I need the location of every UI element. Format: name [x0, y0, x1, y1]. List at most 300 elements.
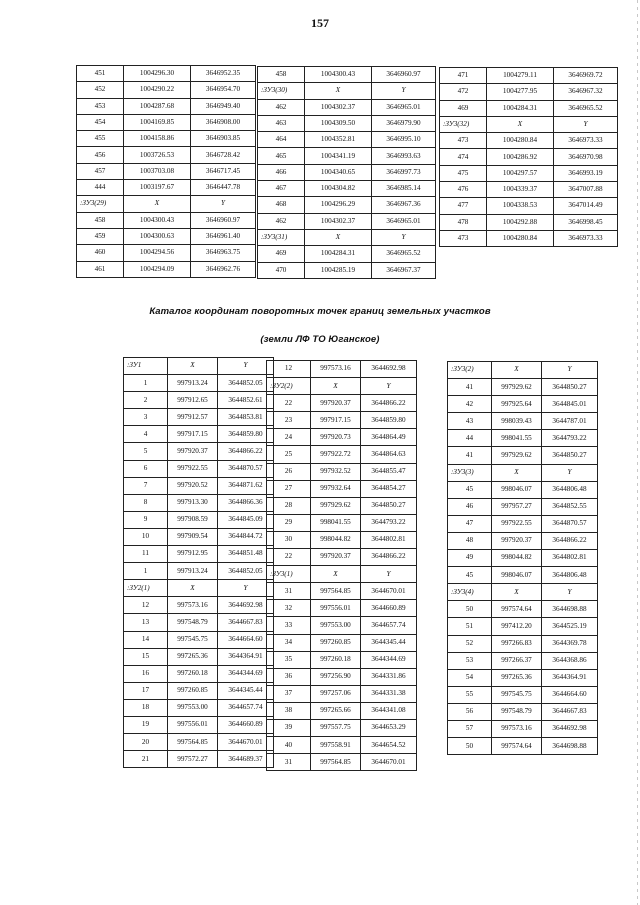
table-row: [448, 720, 598, 737]
point-number: 10: [124, 528, 168, 545]
table-row: [440, 182, 618, 198]
y-coordinate: 3646965.01: [372, 213, 436, 229]
table-row: [124, 375, 274, 392]
table-row: [267, 634, 417, 651]
x-coordinate: 997920.37: [311, 395, 361, 412]
x-coordinate: 1004352.81: [305, 132, 372, 148]
section-name: :ЗУ3(1): [267, 566, 311, 583]
x-header: X: [124, 196, 191, 212]
table-row: [440, 133, 618, 149]
y-coordinate: 3644525.19: [542, 618, 598, 635]
table-row: [448, 481, 598, 498]
x-coordinate: 997574.64: [492, 601, 542, 618]
point-number: 56: [448, 703, 492, 720]
y-coordinate: 3644667.83: [542, 703, 598, 720]
point-number: 11: [124, 546, 168, 563]
point-number: 47: [448, 515, 492, 532]
coordinates-table-bottom-right: [447, 361, 598, 755]
y-coordinate: 3644364.91: [542, 669, 598, 686]
y-coordinate: 3644852.05: [218, 375, 274, 392]
table-row: [77, 245, 256, 261]
y-coordinate: 3644670.01: [218, 734, 274, 751]
y-coordinate: 3646998.45: [554, 214, 618, 230]
x-coordinate: 998046.07: [492, 567, 542, 584]
y-coordinate: 3644845.09: [218, 511, 274, 528]
table-row: [448, 618, 598, 635]
y-coordinate: 3644345.44: [361, 634, 417, 651]
section-name: :ЗУ3(4): [448, 584, 492, 601]
point-number: 1: [124, 375, 168, 392]
y-coordinate: 3647007.88: [554, 182, 618, 198]
point-number: 471: [440, 68, 487, 84]
x-coordinate: 1004300.63: [124, 228, 191, 244]
y-coordinate: 3644364.91: [218, 648, 274, 665]
table-row: [124, 494, 274, 511]
x-coordinate: 1004279.11: [487, 68, 554, 84]
x-coordinate: 997260.85: [168, 682, 218, 699]
point-number: 22: [267, 395, 311, 412]
y-coordinate: 3644344.69: [218, 665, 274, 682]
x-coordinate: 997260.18: [311, 651, 361, 668]
y-coordinate: 3644802.81: [361, 531, 417, 548]
table-row: [267, 600, 417, 617]
table-row: [124, 614, 274, 631]
y-header: Y: [372, 229, 436, 245]
table-row: [258, 164, 436, 180]
x-header: X: [311, 566, 361, 583]
y-coordinate: 3646903.85: [191, 131, 256, 147]
y-coordinate: 3646962.76: [191, 261, 256, 277]
y-coordinate: 3644657.74: [218, 699, 274, 716]
table-row: [124, 528, 274, 545]
point-number: 27: [267, 480, 311, 497]
table-row: [77, 261, 256, 277]
table-row: [258, 67, 436, 83]
x-coordinate: 998041.55: [311, 514, 361, 531]
section-name: :ЗУ3(29): [77, 196, 124, 212]
point-number: 478: [440, 214, 487, 230]
table-row: [77, 228, 256, 244]
x-coordinate: 1004296.30: [124, 66, 191, 82]
y-header: Y: [361, 378, 417, 395]
point-number: 18: [124, 699, 168, 716]
point-number: 3: [124, 409, 168, 426]
table-row: [124, 546, 274, 563]
point-number: 1: [124, 563, 168, 580]
table-row: [448, 498, 598, 515]
y-coordinate: 3644670.01: [361, 583, 417, 600]
y-coordinate: 3646954.70: [191, 82, 256, 98]
point-number: 6: [124, 460, 168, 477]
table-row: [448, 396, 598, 413]
y-coordinate: 3646973.33: [554, 133, 618, 149]
section-header-row: [258, 83, 436, 99]
point-number: 468: [258, 197, 305, 213]
y-coordinate: 3644664.60: [218, 631, 274, 648]
table-row: [124, 716, 274, 733]
y-coordinate: 3644331.38: [361, 685, 417, 702]
point-number: 34: [267, 634, 311, 651]
x-coordinate: 997556.01: [168, 716, 218, 733]
x-coordinate: 1004338.53: [487, 198, 554, 214]
y-coordinate: 3644855.47: [361, 463, 417, 480]
table-row: [267, 429, 417, 446]
point-number: 454: [77, 114, 124, 130]
x-coordinate: 997556.01: [311, 600, 361, 617]
x-coordinate: 997929.62: [492, 379, 542, 396]
y-coordinate: 3644864.49: [361, 429, 417, 446]
x-coordinate: 997925.64: [492, 396, 542, 413]
point-number: 473: [440, 133, 487, 149]
x-coordinate: 1004284.31: [305, 246, 372, 262]
table-row: [124, 597, 274, 614]
y-coordinate: 3644692.98: [218, 597, 274, 614]
point-number: 458: [77, 212, 124, 228]
point-number: 28: [267, 497, 311, 514]
point-number: 39: [267, 719, 311, 736]
table-row: [448, 738, 598, 755]
table-row: [258, 197, 436, 213]
x-coordinate: 997922.72: [311, 446, 361, 463]
table-row: [448, 550, 598, 567]
x-coordinate: 1004296.29: [305, 197, 372, 213]
x-header: X: [305, 229, 372, 245]
section-header-row: [440, 116, 618, 132]
y-coordinate: 3644866.22: [218, 443, 274, 460]
y-coordinate: 3644845.01: [542, 396, 598, 413]
y-coordinate: 3646970.98: [554, 149, 618, 165]
table-row: [77, 147, 256, 163]
point-number: 451: [77, 66, 124, 82]
x-header: X: [487, 116, 554, 132]
coordinates-table-bottom-middle: [266, 360, 417, 771]
x-coordinate: 997553.00: [311, 617, 361, 634]
table-row: [448, 515, 598, 532]
table-row: [77, 180, 256, 196]
table-row: [124, 477, 274, 494]
y-coordinate: 3644698.88: [542, 738, 598, 755]
x-coordinate: 1004290.22: [124, 82, 191, 98]
table-row: [267, 583, 417, 600]
coordinates-table-top-right: [439, 67, 618, 247]
section-name: :ЗУ3(32): [440, 116, 487, 132]
point-number: 463: [258, 115, 305, 131]
table-row: [124, 409, 274, 426]
x-coordinate: 1004284.31: [487, 100, 554, 116]
point-number: 475: [440, 165, 487, 181]
x-coordinate: 997912.65: [168, 392, 218, 409]
y-coordinate: 3644852.05: [218, 563, 274, 580]
point-number: 45: [448, 481, 492, 498]
point-number: 31: [267, 754, 311, 771]
x-coordinate: 997266.83: [492, 635, 542, 652]
x-coordinate: 997920.37: [168, 443, 218, 460]
x-header: X: [492, 464, 542, 481]
point-number: 26: [267, 463, 311, 480]
x-coordinate: 997260.18: [168, 665, 218, 682]
point-number: 55: [448, 686, 492, 703]
point-number: 464: [258, 132, 305, 148]
x-coordinate: 1004287.68: [124, 98, 191, 114]
y-header: Y: [542, 464, 598, 481]
x-coordinate: 997917.15: [168, 426, 218, 443]
x-coordinate: 997917.15: [311, 412, 361, 429]
x-coordinate: 1004280.84: [487, 230, 554, 246]
table-row: [124, 751, 274, 768]
y-coordinate: 3644368.86: [542, 652, 598, 669]
table-row: [77, 131, 256, 147]
x-coordinate: 1004292.88: [487, 214, 554, 230]
point-number: 42: [448, 396, 492, 413]
table-row: [448, 379, 598, 396]
y-coordinate: 3644667.83: [218, 614, 274, 631]
point-number: 52: [448, 635, 492, 652]
y-coordinate: 3646973.33: [554, 230, 618, 246]
x-header: X: [492, 584, 542, 601]
y-coordinate: 3644866.22: [361, 395, 417, 412]
point-number: 41: [448, 447, 492, 464]
x-coordinate: 997922.55: [492, 515, 542, 532]
table-row: [77, 98, 256, 114]
point-number: 462: [258, 99, 305, 115]
table-row: [440, 230, 618, 246]
y-coordinate: 3646965.52: [554, 100, 618, 116]
y-coordinate: 3646960.97: [191, 212, 256, 228]
section-header-row: [267, 566, 417, 583]
table-row: [267, 514, 417, 531]
y-coordinate: 3644866.36: [218, 494, 274, 511]
x-coordinate: 997920.52: [168, 477, 218, 494]
x-coordinate: 997257.06: [311, 685, 361, 702]
x-coordinate: 997913.24: [168, 563, 218, 580]
point-number: 17: [124, 682, 168, 699]
point-number: 15: [124, 648, 168, 665]
section-name: :ЗУ3(30): [258, 83, 305, 99]
coordinates-table-top-left: [76, 65, 256, 278]
point-number: 31: [267, 583, 311, 600]
point-number: 462: [258, 213, 305, 229]
x-coordinate: 997266.37: [492, 652, 542, 669]
section-header-row: [77, 196, 256, 212]
y-coordinate: 3646993.63: [372, 148, 436, 164]
point-number: 48: [448, 532, 492, 549]
table-row: [267, 531, 417, 548]
coordinates-table-bottom-left: [123, 357, 274, 768]
y-coordinate: 3644787.01: [542, 413, 598, 430]
table-row: [124, 648, 274, 665]
y-coordinate: 3646965.52: [372, 246, 436, 262]
section-name: :ЗУ3(3): [448, 464, 492, 481]
point-number: 36: [267, 668, 311, 685]
coordinates-table-top-middle: [257, 66, 436, 279]
table-row: [448, 567, 598, 584]
y-coordinate: 3646967.37: [372, 262, 436, 278]
point-number: 477: [440, 198, 487, 214]
table-row: [267, 737, 417, 754]
x-coordinate: 997265.66: [311, 702, 361, 719]
point-number: 24: [267, 429, 311, 446]
point-number: 50: [448, 601, 492, 618]
table-row: [440, 198, 618, 214]
point-number: 12: [267, 361, 311, 378]
point-number: 50: [448, 738, 492, 755]
y-header: Y: [191, 196, 256, 212]
table-row: [448, 430, 598, 447]
point-number: 456: [77, 147, 124, 163]
table-row: [448, 652, 598, 669]
x-coordinate: 997564.85: [311, 754, 361, 771]
x-coordinate: 997548.79: [492, 703, 542, 720]
table-row: [267, 719, 417, 736]
y-coordinate: 3646960.97: [372, 67, 436, 83]
x-header: X: [168, 580, 218, 597]
point-number: 2: [124, 392, 168, 409]
x-coordinate: 997265.36: [168, 648, 218, 665]
y-coordinate: 3644345.44: [218, 682, 274, 699]
x-coordinate: 997912.95: [168, 546, 218, 563]
point-number: 22: [267, 549, 311, 566]
table-row: [258, 213, 436, 229]
x-coordinate: 997545.75: [168, 631, 218, 648]
table-row: [267, 395, 417, 412]
x-coordinate: 997548.79: [168, 614, 218, 631]
point-number: 469: [440, 100, 487, 116]
x-coordinate: 997920.37: [311, 549, 361, 566]
point-number: 29: [267, 514, 311, 531]
section-header-row: [267, 378, 417, 395]
table-row: [77, 212, 256, 228]
point-number: 466: [258, 164, 305, 180]
table-row: [448, 601, 598, 618]
section-header-row: [124, 358, 274, 375]
y-coordinate: 3644657.74: [361, 617, 417, 634]
y-coordinate: 3646993.19: [554, 165, 618, 181]
x-coordinate: 997265.36: [492, 669, 542, 686]
point-number: 453: [77, 98, 124, 114]
point-number: 19: [124, 716, 168, 733]
table-row: [258, 246, 436, 262]
table-row: [440, 84, 618, 100]
y-coordinate: 3644852.61: [218, 392, 274, 409]
x-coordinate: 1004277.95: [487, 84, 554, 100]
table-row: [124, 563, 274, 580]
x-coordinate: 1004285.19: [305, 262, 372, 278]
table-row: [124, 392, 274, 409]
section-header-row: [448, 584, 598, 601]
x-coordinate: 998044.82: [492, 550, 542, 567]
table-row: [258, 99, 436, 115]
table-row: [258, 132, 436, 148]
point-number: 460: [77, 245, 124, 261]
table-row: [124, 631, 274, 648]
y-coordinate: 3644802.81: [542, 550, 598, 567]
y-coordinate: 3644866.22: [361, 549, 417, 566]
table-row: [267, 549, 417, 566]
x-coordinate: 997553.00: [168, 699, 218, 716]
x-coordinate: 1004309.50: [305, 115, 372, 131]
y-coordinate: 3644870.57: [218, 460, 274, 477]
x-coordinate: 997913.24: [168, 375, 218, 392]
y-coordinate: 3644369.78: [542, 635, 598, 652]
point-number: 54: [448, 669, 492, 686]
x-coordinate: 997574.64: [492, 738, 542, 755]
x-header: X: [492, 362, 542, 379]
point-number: 33: [267, 617, 311, 634]
y-coordinate: 3646952.35: [191, 66, 256, 82]
x-coordinate: 997260.85: [311, 634, 361, 651]
point-number: 7: [124, 477, 168, 494]
y-coordinate: 3644864.63: [361, 446, 417, 463]
point-number: 23: [267, 412, 311, 429]
x-coordinate: 1004341.19: [305, 148, 372, 164]
point-number: 25: [267, 446, 311, 463]
x-coordinate: 998039.43: [492, 413, 542, 430]
point-number: 473: [440, 230, 487, 246]
point-number: 455: [77, 131, 124, 147]
x-coordinate: 998041.55: [492, 430, 542, 447]
point-number: 45: [448, 567, 492, 584]
point-number: 53: [448, 652, 492, 669]
catalog-title: Каталог координат поворотных точек границ земельных участков: [149, 306, 491, 317]
y-header: Y: [218, 358, 274, 375]
x-coordinate: 997564.85: [311, 583, 361, 600]
x-coordinate: 997912.57: [168, 409, 218, 426]
table-row: [267, 412, 417, 429]
y-coordinate: 3644850.27: [361, 497, 417, 514]
table-row: [267, 702, 417, 719]
x-coordinate: 997256.90: [311, 668, 361, 685]
point-number: 467: [258, 181, 305, 197]
point-number: 14: [124, 631, 168, 648]
x-coordinate: 997545.75: [492, 686, 542, 703]
x-coordinate: 1003197.67: [124, 180, 191, 196]
y-coordinate: 3644850.27: [542, 379, 598, 396]
point-number: 16: [124, 665, 168, 682]
y-coordinate: 3644859.80: [361, 412, 417, 429]
table-row: [267, 361, 417, 378]
y-coordinate: 3646969.72: [554, 68, 618, 84]
section-header-row: [448, 362, 598, 379]
x-coordinate: 997908.59: [168, 511, 218, 528]
y-coordinate: 3646908.00: [191, 114, 256, 130]
x-coordinate: 1004302.37: [305, 213, 372, 229]
x-coordinate: 1004339.37: [487, 182, 554, 198]
y-coordinate: 3646967.32: [554, 84, 618, 100]
point-number: 46: [448, 498, 492, 515]
y-coordinate: 3644851.48: [218, 546, 274, 563]
x-coordinate: 1004297.57: [487, 165, 554, 181]
section-name: :ЗУ3(31): [258, 229, 305, 245]
table-row: [258, 262, 436, 278]
x-coordinate: 1004158.86: [124, 131, 191, 147]
x-coordinate: 997929.62: [492, 447, 542, 464]
point-number: 458: [258, 67, 305, 83]
y-coordinate: 3646997.73: [372, 164, 436, 180]
y-coordinate: 3644344.69: [361, 651, 417, 668]
point-number: 41: [448, 379, 492, 396]
table-row: [124, 511, 274, 528]
table-row: [77, 82, 256, 98]
table-row: [267, 480, 417, 497]
y-coordinate: 3644660.89: [218, 716, 274, 733]
x-coordinate: 997573.16: [492, 720, 542, 737]
y-coordinate: 3644670.01: [361, 754, 417, 771]
point-number: 470: [258, 262, 305, 278]
point-number: 472: [440, 84, 487, 100]
y-coordinate: 3644854.27: [361, 480, 417, 497]
table-row: [258, 148, 436, 164]
point-number: 32: [267, 600, 311, 617]
